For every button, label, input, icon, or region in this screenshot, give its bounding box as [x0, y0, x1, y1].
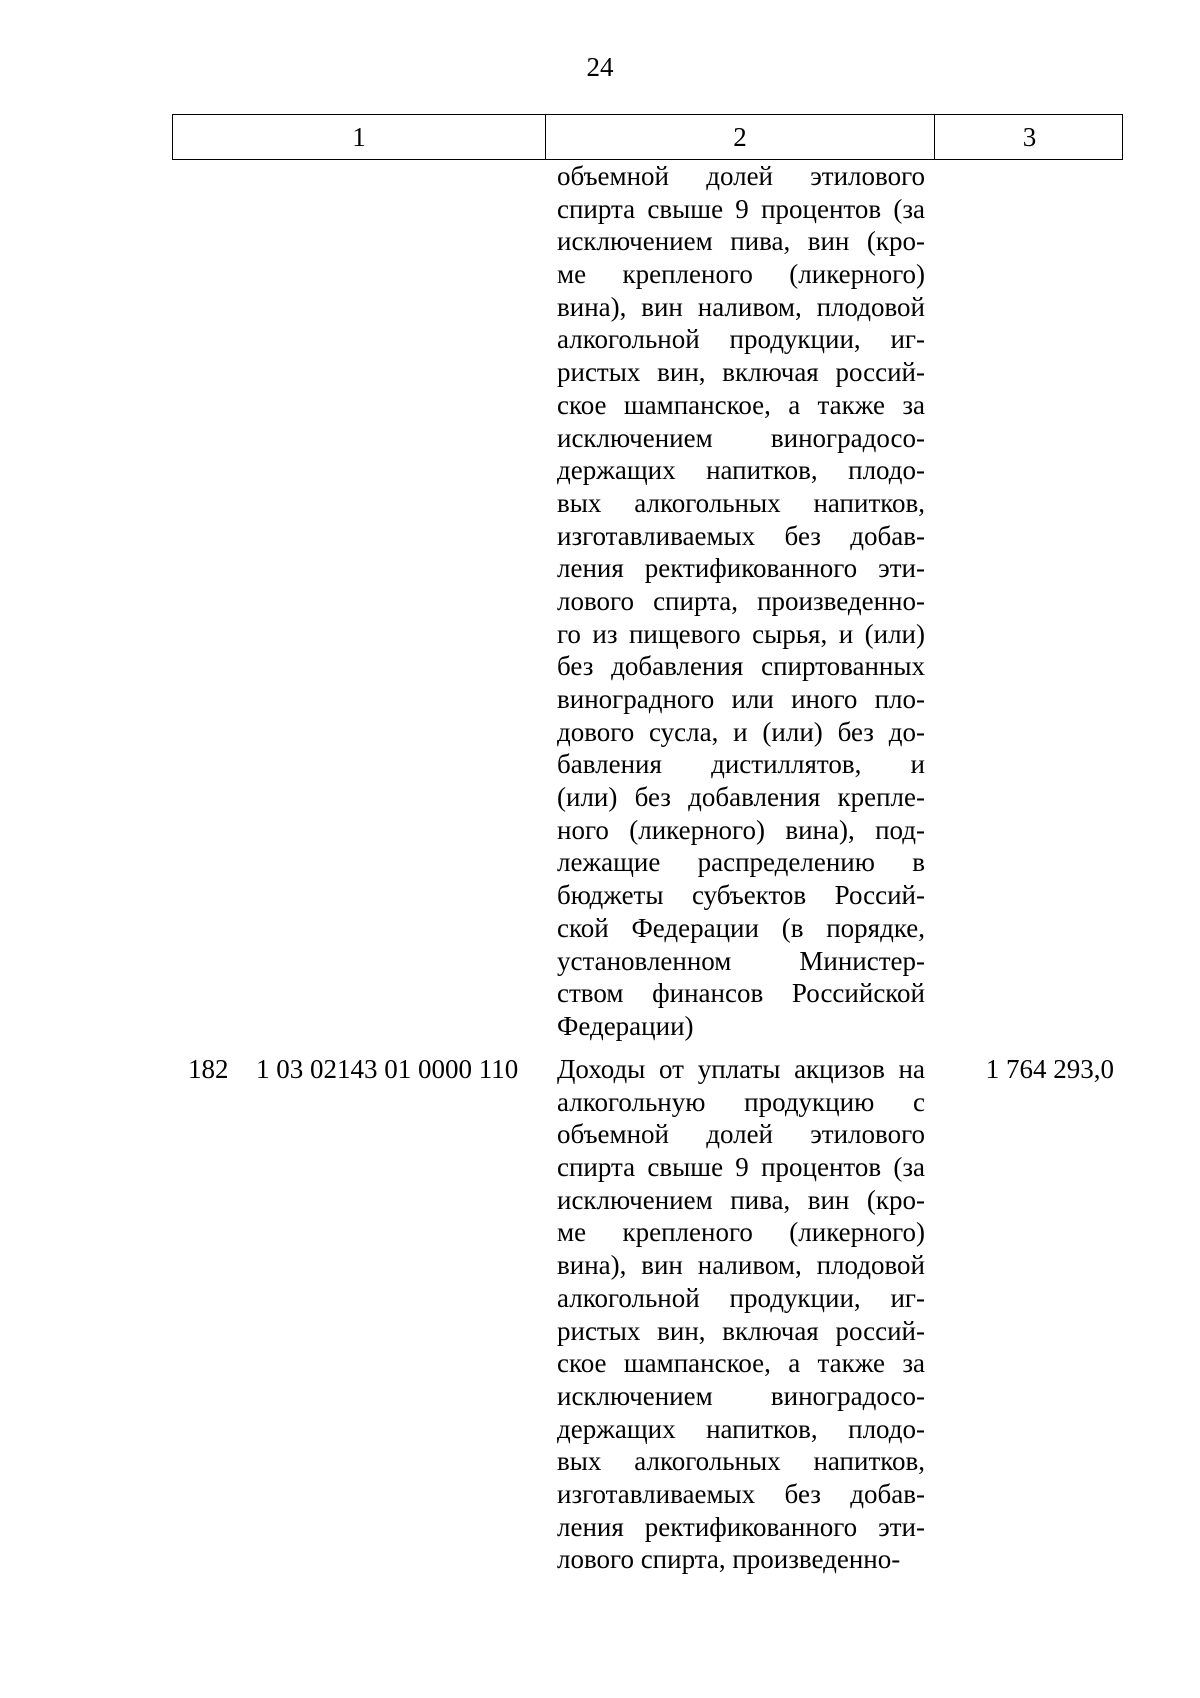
column-header-1: 1	[173, 115, 546, 159]
description-line: бавления дистиллятов, и	[557, 749, 925, 780]
column-header-3: 3	[1022, 122, 1037, 152]
admin-code-cell: 182	[188, 1054, 229, 1084]
description-line: вых алкогольных напитков,	[557, 487, 925, 518]
description-line: алкогольной продукции, иг-	[557, 324, 925, 355]
description-line: установленном Министер-	[557, 945, 925, 976]
description-line: ме крепленого (ликерного)	[557, 259, 925, 290]
description-line: ской Федерации (в порядке,	[557, 912, 925, 943]
description-line: виноградного или иного пло-	[557, 684, 925, 714]
description-line: ское шампанское, а также за	[557, 1348, 925, 1379]
description-line: ления ректификованного эти-	[557, 1511, 925, 1542]
kbk-code-cell: 1 03 02143 01 0000 110	[256, 1054, 519, 1084]
continued-description	[557, 160, 925, 1043]
description-cell	[557, 1053, 925, 1576]
description-line: вина), вин наливом, плодовой	[557, 291, 925, 322]
column-header-2: 2	[546, 115, 935, 159]
description-line: без добавления спиртованных	[557, 651, 925, 682]
description-line: исключением виноградосо-	[557, 422, 925, 453]
description-line: алкогольной продукции, иг-	[557, 1282, 925, 1313]
description-line: дового сусла, и (или) без до-	[557, 716, 925, 747]
description-line: исключением пива, вин (кро-	[557, 226, 925, 257]
amount-cell: 1 764 293,0	[985, 1054, 1114, 1084]
description-line: лового спирта, произведенно-	[557, 1544, 901, 1575]
description-line: Федерации)	[557, 1010, 694, 1041]
description-line: ления ректификованного эти-	[557, 553, 925, 584]
page-number: 24	[586, 52, 614, 82]
description-line: ного (ликерного) вина), под-	[557, 814, 925, 845]
description-line: ристых вин, включая россий-	[557, 357, 925, 388]
description-line: алкогольную продукцию с	[557, 1086, 925, 1117]
description-line: (или) без добавления крепле-	[557, 782, 925, 813]
description-line: лежащие распределению в	[557, 847, 925, 878]
description-line: изготавливаемых без добав-	[557, 520, 925, 551]
description-line: объемной долей этилового	[557, 1119, 925, 1150]
description-line: вина), вин наливом, плодовой	[557, 1250, 925, 1281]
description-line: исключением виноградосо-	[557, 1380, 925, 1411]
description-line: спирта свыше 9 процентов (за	[557, 1152, 925, 1183]
description-line: ме крепленого (ликерного)	[557, 1217, 925, 1248]
description-line: исключением пива, вин (кро-	[557, 1184, 925, 1215]
description-line: го из пищевого сырья, и (или)	[557, 618, 925, 649]
description-line: вых алкогольных напитков,	[557, 1446, 925, 1477]
description-line: изготавливаемых без добав-	[557, 1478, 925, 1509]
table-header	[172, 114, 1123, 160]
description-line: бюджеты субъектов Россий-	[557, 880, 925, 911]
description-line: объемной долей этилового	[557, 161, 925, 191]
description-line: ристых вин, включая россий-	[557, 1315, 925, 1346]
description-line: Доходы от уплаты акцизов на	[557, 1054, 925, 1084]
description-line: лового спирта, произведенно-	[557, 585, 925, 616]
description-line: ством финансов Российской	[557, 978, 925, 1009]
description-line: держащих напитков, плодо-	[557, 455, 925, 486]
description-line: ское шампанское, а также за	[557, 389, 925, 420]
description-line: держащих напитков, плодо-	[557, 1413, 925, 1444]
description-line: спирта свыше 9 процентов (за	[557, 193, 925, 224]
